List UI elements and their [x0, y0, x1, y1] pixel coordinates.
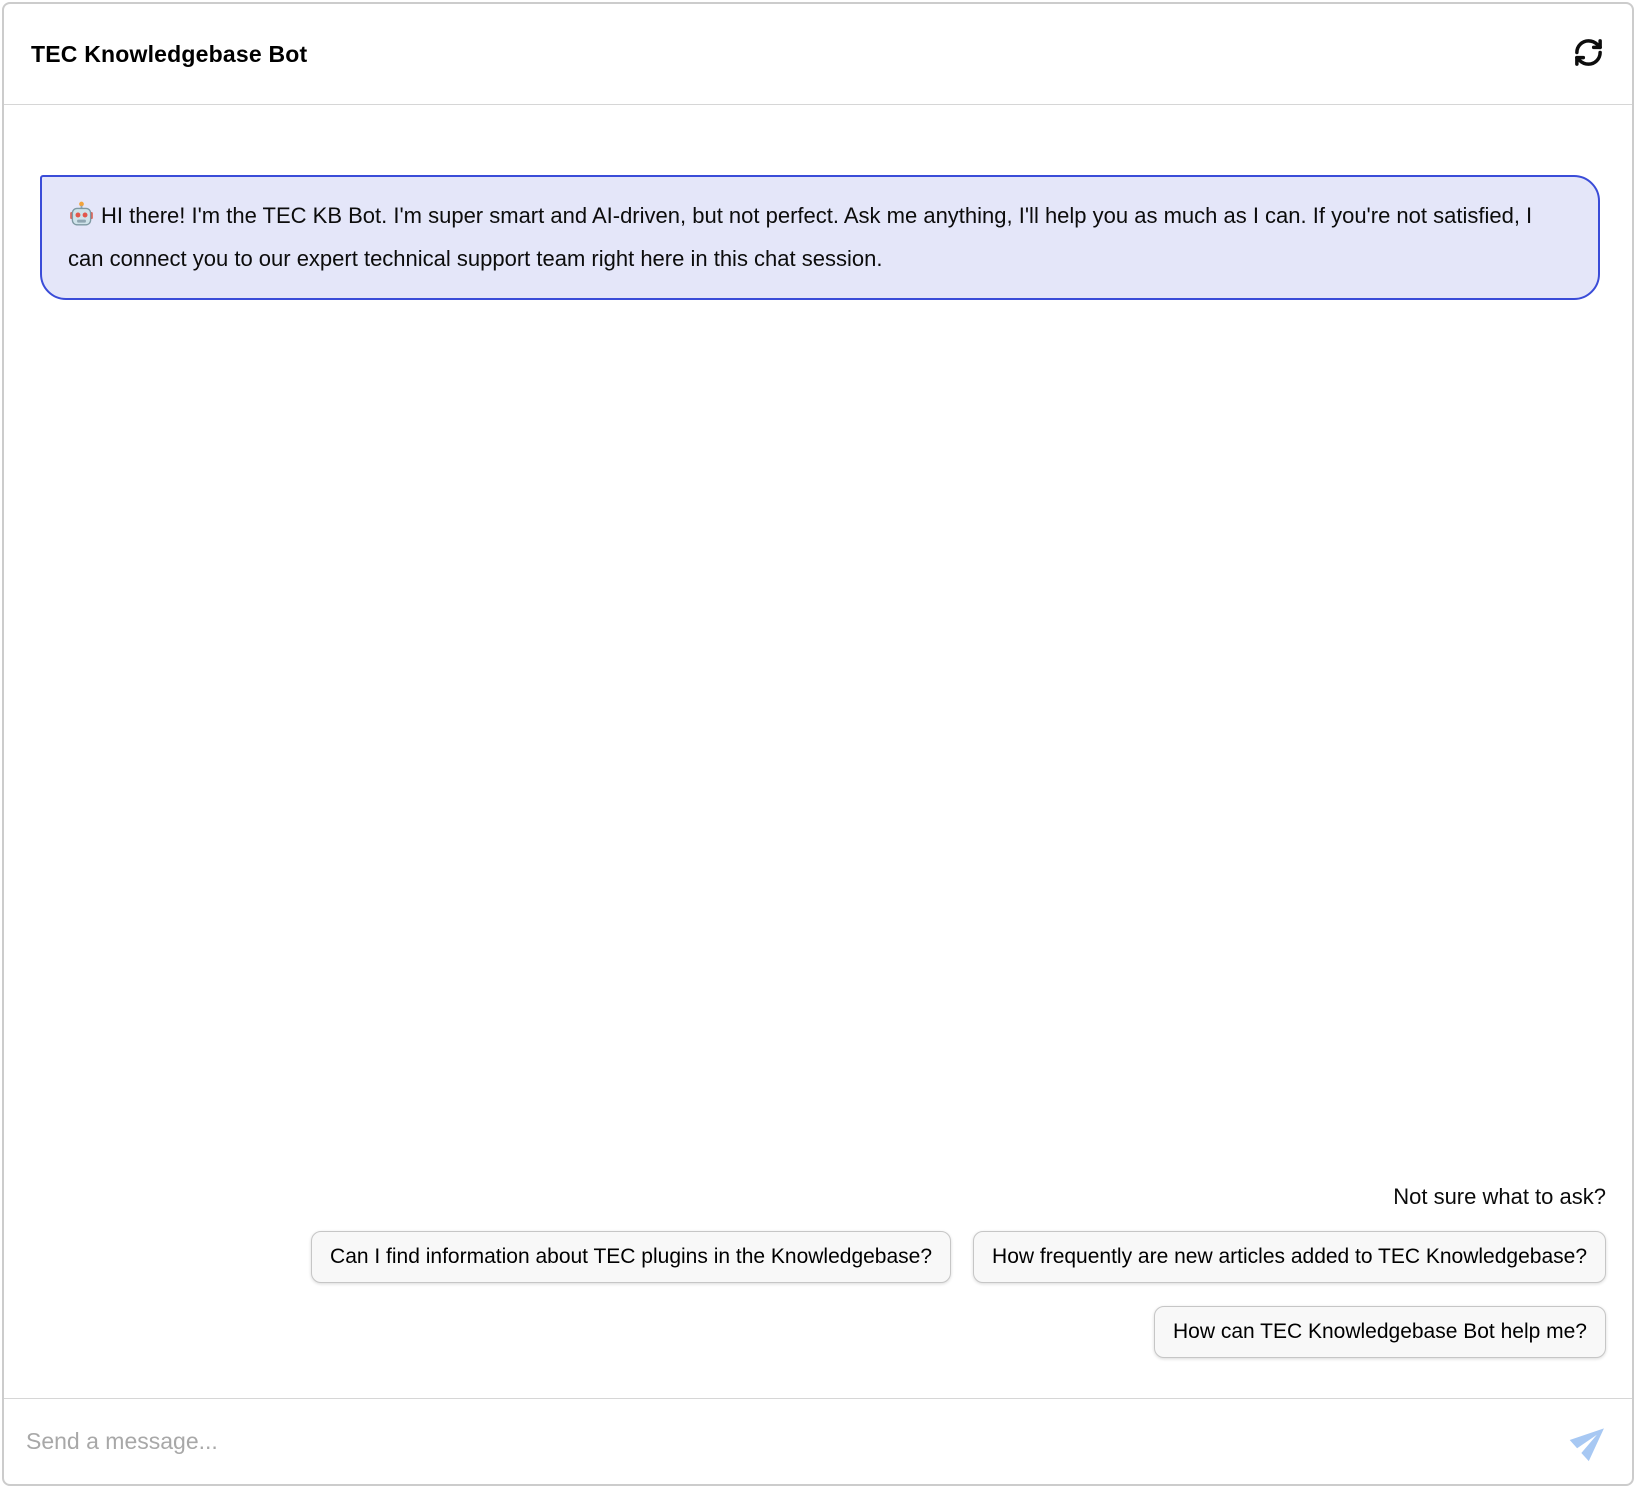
suggestions-row-2 — [30, 1306, 1606, 1358]
chat-widget — [2, 2, 1634, 1486]
send-button[interactable] — [1572, 1421, 1610, 1462]
send-icon — [1572, 1421, 1610, 1462]
chat-header — [4, 4, 1632, 105]
refresh-icon — [1573, 37, 1604, 71]
message-input[interactable] — [26, 1428, 1558, 1455]
suggestion-button-new-articles[interactable]: How frequently are new articles added to TEC Knowledgebase? — [973, 1231, 1606, 1283]
refresh-button[interactable] — [1573, 37, 1604, 71]
bot-message-text: HI there! I'm the TEC KB Bot. I'm super smart and AI-driven, but not perfect. Ask me anything, I'll help you as much as I can. If you're not satisfied, I can connect you to our expert technical support team right here in this chat session. — [68, 203, 1533, 271]
bot-message-bubble — [40, 175, 1600, 300]
suggestion-button-how-help[interactable]: How can TEC Knowledgebase Bot help me? — [1154, 1306, 1606, 1358]
composer-bar — [4, 1398, 1632, 1484]
message-area — [4, 105, 1632, 1398]
robot-emoji-icon — [68, 201, 95, 240]
chat-title: TEC Knowledgebase Bot — [31, 40, 308, 67]
suggestions-row-1 — [30, 1231, 1606, 1283]
suggestions-prompt: Not sure what to ask? — [1393, 1184, 1606, 1209]
suggestions-section — [4, 1184, 1632, 1398]
suggestion-button-tec-plugins[interactable]: Can I find information about TEC plugins in the Knowledgebase? — [311, 1231, 951, 1283]
